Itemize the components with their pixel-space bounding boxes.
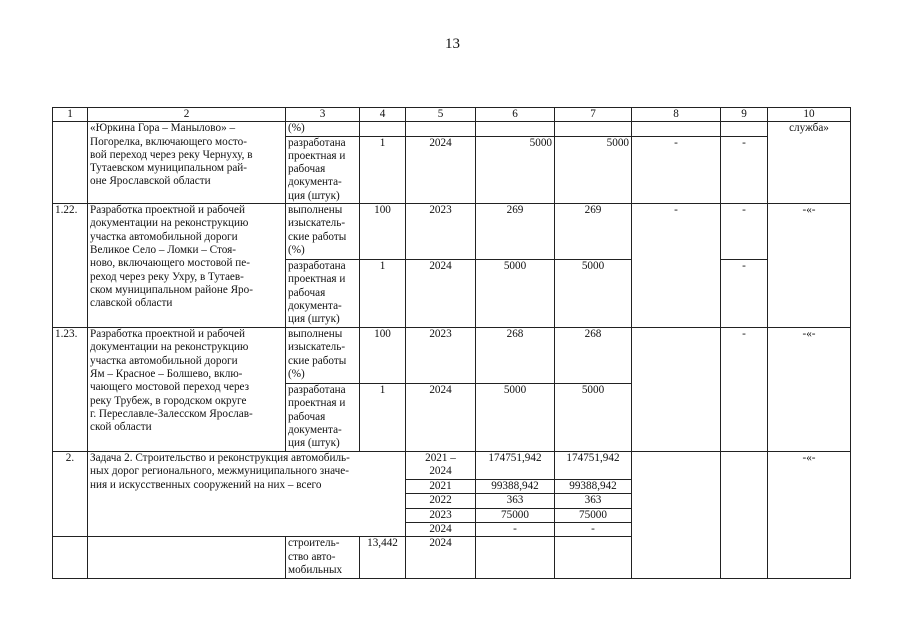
table-row	[53, 452, 851, 480]
item-description: Разработка проектной и рабочей документации на реконструкцию участка автомобильной дороги Ям – Красное – Болшево, вклю- чающего мостовой переход через реку Трубеж, в городском округе г. Переславле-Залесском Ярослав- ской области	[88, 328, 286, 452]
amount-cell: -	[476, 522, 555, 536]
year-cell: 2024	[406, 384, 476, 452]
col-header: 4	[360, 108, 406, 122]
item-number: 1.22.	[53, 204, 88, 328]
amount-cell: 5000	[555, 260, 632, 328]
year-cell: 2021 – 2024	[406, 452, 476, 480]
table-row	[53, 122, 851, 136]
unit-cell: строитель- ство авто- мобильных	[286, 537, 360, 579]
col8-cell: -	[632, 204, 721, 328]
amount-cell: 99388,942	[555, 480, 632, 494]
col-header: 5	[406, 108, 476, 122]
amount-cell: 5000	[476, 384, 555, 452]
item-number-cell	[53, 122, 88, 204]
amount-cell: 269	[476, 204, 555, 260]
year-cell: 2024	[406, 522, 476, 536]
year-cell: 2021	[406, 480, 476, 494]
item-number: 1.23.	[53, 328, 88, 452]
amount-cell: 5000	[555, 136, 632, 203]
amount-cell: 99388,942	[476, 480, 555, 494]
year-cell: 2024	[406, 136, 476, 203]
value-cell: 1	[360, 384, 406, 452]
col-header: 3	[286, 108, 360, 122]
table-row	[53, 204, 851, 260]
program-table	[52, 107, 851, 579]
amount-cell: 174751,942	[476, 452, 555, 480]
col-header: 9	[721, 108, 768, 122]
col-header: 7	[555, 108, 632, 122]
unit-cell: разработана проектная и рабочая документа- ция (штук)	[286, 260, 360, 328]
responsible-cell: -«-	[768, 204, 851, 328]
item-number: 2.	[53, 452, 88, 537]
amount-cell: 363	[476, 494, 555, 508]
amount-cell: 5000	[555, 384, 632, 452]
amount-cell: 174751,942	[555, 452, 632, 480]
col9-cell: -	[721, 260, 768, 328]
responsible-cell: -«-	[768, 452, 851, 579]
amount-cell: -	[555, 522, 632, 536]
page-number: 13	[445, 36, 460, 52]
col-header: 2	[88, 108, 286, 122]
col9-cell: -	[721, 204, 768, 260]
unit-cell: выполнены изыскатель- ские работы (%)	[286, 328, 360, 384]
col-header: 1	[53, 108, 88, 122]
unit-cell: разработана проектная и рабочая документа- ция (штук)	[286, 384, 360, 452]
column-number-row	[53, 108, 851, 122]
amount-cell: 269	[555, 204, 632, 260]
col-header: 8	[632, 108, 721, 122]
year-cell: 2023	[406, 508, 476, 522]
col9-cell: -	[721, 328, 768, 452]
value-cell: 1	[360, 260, 406, 328]
value-cell: 1	[360, 136, 406, 203]
year-cell: 2024	[406, 260, 476, 328]
value-cell: 13,442	[360, 537, 406, 579]
col-header: 6	[476, 108, 555, 122]
amount-cell: 5000	[476, 136, 555, 203]
value-cell: 100	[360, 204, 406, 260]
amount-cell: 75000	[476, 508, 555, 522]
amount-cell: 268	[555, 328, 632, 384]
responsible-cell: -«-	[768, 328, 851, 452]
item-description: Разработка проектной и рабочей документации на реконструкцию участка автомобильной дороги Великое Село – Ломки – Стоя- ново, включающего мостовой пе- реход через реку Ухру, в Тутаев- ском муниципальном районе Яро- славской области	[88, 204, 286, 328]
responsible-cell: служба»	[768, 122, 851, 204]
unit-cell: разработана проектная и рабочая документа- ция (штук)	[286, 136, 360, 203]
value-cell: 100	[360, 328, 406, 384]
year-cell: 2022	[406, 494, 476, 508]
amount-cell: 268	[476, 328, 555, 384]
col-header: 10	[768, 108, 851, 122]
year-cell: 2023	[406, 328, 476, 384]
task-description: Задача 2. Строительство и реконструкция автомобиль- ных дорог регионального, межмуниципального значе- ния и искусственных сооружений на них – всего	[88, 452, 406, 537]
table-row	[53, 328, 851, 384]
item-description: «Юркина Гора – Манылово» – Погорелка, включающего мосто- вой переход через реку Чернуху, в Тутаевском муниципальном рай- оне Ярославской области	[88, 122, 286, 204]
year-cell: 2024	[406, 537, 476, 579]
amount-cell: 5000	[476, 260, 555, 328]
year-cell: 2023	[406, 204, 476, 260]
col9-cell: -	[721, 136, 768, 203]
amount-cell: 363	[555, 494, 632, 508]
unit-cell: выполнены изыскатель- ские работы (%)	[286, 204, 360, 260]
col8-cell: -	[632, 136, 721, 203]
amount-cell: 75000	[555, 508, 632, 522]
unit-cell: (%)	[286, 122, 360, 136]
